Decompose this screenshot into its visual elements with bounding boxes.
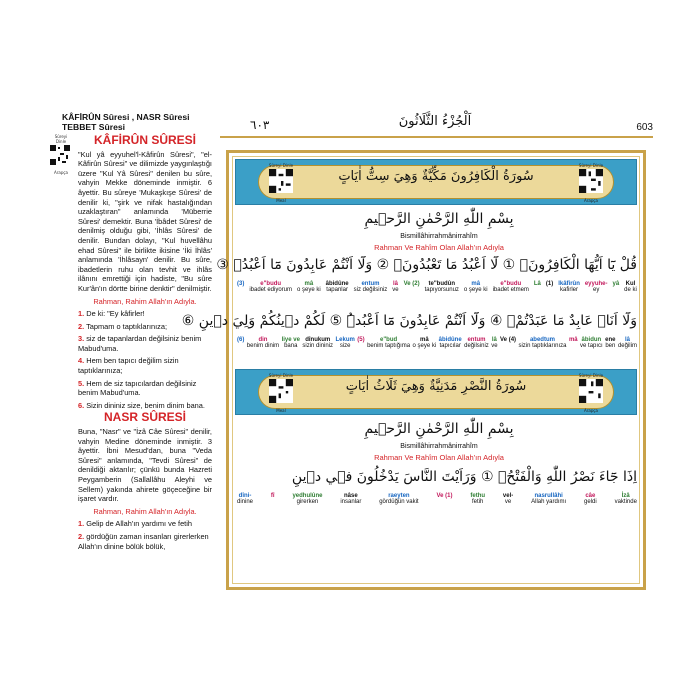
- word-transliteration: entum: [361, 281, 380, 287]
- word-transliteration: nâse: [343, 493, 358, 499]
- qr-code-icon: [50, 145, 70, 165]
- word-transliteration: mâ: [420, 337, 429, 343]
- ayah-line-3: اِذَا جَٓاءَ نَصْرُ اللّٰهِ وَالْفَتْحُۙ ① وَرَاَيْتَ النَّاسَ يَدْخُلُونَ ف۪ي د۪ينِ: [291, 469, 637, 485]
- qr-label: Sûreyi Dinle: [268, 163, 294, 168]
- word-meaning: benim taptığıma: [367, 343, 411, 349]
- word-transliteration: mâ: [568, 337, 578, 343]
- basmala-arabic: بِسْمِ اللّٰهِ الرَّحْمٰنِ الرَّح۪يمِ: [364, 421, 514, 437]
- word-meaning: dinine: [237, 499, 254, 505]
- word-transliteration: abedtum: [529, 337, 555, 343]
- qr-arabic[interactable]: [576, 163, 606, 203]
- word-transliteration: (1): [545, 281, 554, 287]
- qr-label: Sûreyi Dinle: [268, 373, 294, 378]
- word-by-word-line-2: [237, 337, 637, 349]
- qr-top-label: Sûreyi Dinle: [54, 134, 68, 144]
- ayah-line-2: وَلَٓا اَنَا۬ عَابِدٌ مَا عَبَدْتُمْۙ ④ وَلَٓا اَنْتُمْ عَابِدُونَ مَٓا اَعْبُدُۜ ⑤ لَكُمْ د۪ينُكُمْ وَلِيَ د۪ينِ ⑥: [181, 313, 637, 329]
- word-transliteration: İzâ: [621, 493, 630, 499]
- verse-item: 4. Hem ben tapıcı değilim sizin taptıklarınıza;: [78, 356, 179, 376]
- word-transliteration: Ve (2): [403, 281, 420, 287]
- word-meaning: kafirler: [560, 287, 579, 293]
- word-transliteration: nasrullâhi: [534, 493, 563, 499]
- word-transliteration: eyyuhe-: [584, 281, 608, 287]
- word-meaning: ve: [504, 499, 512, 505]
- word-transliteration: (6): [237, 337, 245, 343]
- word-gloss: [464, 337, 489, 349]
- word-gloss: [439, 337, 462, 349]
- word-transliteration: liye ve: [281, 337, 300, 343]
- basmala-translit: Bismillâhirrahmânirrahîm: [400, 443, 478, 450]
- kafirun-title: KÂFİRÛN SÛRESİ: [93, 133, 196, 147]
- verse-item: 2. Tapmam o taptıklarınıza;: [78, 321, 168, 331]
- verse-item: 5. Hem de siz tapıcılardan değilsiniz benim Mabud'uma.: [78, 378, 197, 398]
- word-transliteration: te"budûn: [428, 281, 456, 287]
- word-meaning: o şeye ki: [296, 287, 321, 293]
- qr-meal[interactable]: [266, 373, 296, 413]
- word-meaning: ibadet ediyorum: [249, 287, 293, 293]
- word-transliteration: dîni-: [238, 493, 252, 499]
- word-meaning: vaktinde: [614, 499, 637, 505]
- qr-code-icon: [579, 169, 603, 193]
- word-gloss: [491, 337, 497, 349]
- word-meaning: bana: [284, 343, 298, 349]
- word-gloss: [357, 337, 364, 343]
- nasr-basmala: Rahman, Rahim Allah'ın Adıyla.: [93, 506, 197, 516]
- verse-item: 2. gördüğün zaman insanları girerlerken Allah'ın dinine bölük bölük,: [78, 531, 209, 551]
- word-meaning: değilsiniz: [464, 343, 489, 349]
- qr-label: Sûreyi Dinle: [578, 163, 604, 168]
- word-transliteration: lâ: [491, 337, 497, 343]
- word-transliteration: Ve (1): [436, 493, 453, 499]
- basmala-turkish: Rahman Ve Rahîm Olan Allah'ın Adıyla: [374, 453, 504, 462]
- word-transliteration: Lekum: [335, 337, 355, 343]
- quran-frame: [181, 150, 646, 590]
- verse-item: 1. Gelip de Allah'ın yardımı ve fetih: [78, 519, 192, 529]
- word-gloss: [367, 337, 410, 349]
- qr-arabic[interactable]: [576, 373, 606, 413]
- word-meaning: size: [339, 343, 351, 349]
- word-transliteration: din: [258, 337, 268, 343]
- word-meaning: gördüğün vakit: [379, 499, 419, 505]
- word-gloss: [580, 337, 603, 349]
- word-gloss: [569, 337, 578, 343]
- ayah-line-1: قُلْ يَٓا اَيُّهَا الْكَافِرُونَۙ ① لَٓا اَعْبُدُ مَا تَعْبُدُونَۙ ② وَلَٓا اَنْتُمْ عَابِدُونَ مَٓا اَعْبُدُۚ ③: [216, 257, 637, 273]
- surah-banner-nasr: [235, 369, 637, 415]
- word-transliteration: entum: [467, 337, 486, 343]
- word-transliteration: vel-: [502, 493, 514, 499]
- word-transliteration: Kul: [625, 281, 636, 287]
- word-gloss: [615, 493, 637, 505]
- word-gloss: [237, 281, 244, 287]
- word-meaning: siz değilsiniz: [353, 287, 388, 293]
- word-meaning: geldi: [584, 499, 597, 505]
- word-meaning: tapıyorsunuz: [424, 287, 459, 293]
- word-meaning: tapıcılar: [439, 343, 461, 349]
- surah-banner-title: سُورَةُ الْكَافِرُونَ مَكِّيَّةٌ وَهِيَ سِتُّ اٰيَاتٍ: [338, 169, 534, 184]
- word-transliteration: mâ: [471, 281, 481, 287]
- qr-label: Arapça: [583, 198, 599, 203]
- word-meaning: ve: [392, 287, 399, 293]
- word-gloss: [425, 281, 459, 293]
- word-transliteration: lâ: [624, 337, 630, 343]
- word-gloss: [493, 281, 529, 293]
- qr-code-icon: [579, 379, 603, 403]
- word-gloss: [546, 281, 553, 287]
- word-gloss: [624, 281, 637, 293]
- word-gloss: [518, 337, 566, 349]
- surah-banner-title: سُورَةُ النَّصْرِ مَدَنِيَّةٌ وَهِيَ ثَلَاثُ اٰيَاتٍ: [345, 379, 527, 394]
- juz-title: اَلْجُزْءُ الثَّلَاثُونَ: [398, 114, 472, 129]
- word-meaning: değilim: [617, 343, 637, 349]
- word-transliteration: e"budu: [260, 281, 282, 287]
- word-gloss: [249, 281, 292, 293]
- word-gloss: [464, 281, 488, 293]
- word-gloss: [585, 281, 608, 293]
- word-gloss: [618, 337, 637, 349]
- word-gloss: [354, 281, 388, 293]
- word-transliteration: (3): [237, 281, 245, 287]
- word-meaning: ve tapıcı: [580, 343, 603, 349]
- word-meaning: ve: [491, 343, 498, 349]
- word-transliteration: mâ: [304, 281, 314, 287]
- word-gloss: [413, 337, 437, 349]
- word-gloss: [500, 337, 516, 343]
- word-gloss: [271, 493, 275, 499]
- word-meaning: benim dinim: [246, 343, 280, 349]
- qr-code-icon: [269, 379, 293, 403]
- word-transliteration: yedhulûne: [292, 493, 323, 499]
- word-meaning: ibadet etmem: [492, 287, 529, 293]
- word-transliteration: ene: [605, 337, 616, 343]
- word-gloss: [470, 493, 485, 505]
- word-transliteration: lâ: [392, 281, 398, 287]
- nasr-title: NASR SÛRESİ: [103, 410, 186, 425]
- kafirun-intro: "Kul yâ eyyuhel'l-Kâfirûn Sûresi", "el-Kâfirûn Sûresi" ve dilimizde yaygınlaştığı üzere "Kul Yâ Sûresi" denilen bu sûre, vahyin Mekke döneminde inmiştir. 6 âyettir. Bu sûreye 'Mukaşkışe Sûresi' de denilir ki, "şirk ve nifak hastalığından uzaklaştıran" anlamında 'Müberrie Sûresi' demektir. Buna 'İbâdet Sûresi' de denilmiş olduğu gibi, 'İhlâs Sûresi' de denilir. Bundan dolayı, "Kul huvellâhu ehad Sûresi" ile birlikte ikisine 'İki İhlâs' anlamında 'İhlâsayn' denilir. Bu sûre, ibadetlerin ruhu olan tevhit ve ihlâs ilânını emrettiği için hadiste, "Bu sûre Kur'ân'ın dörtte birine denktir" denilmiştir.: [78, 149, 212, 293]
- word-meaning: sizin dininiz: [302, 343, 334, 349]
- banner-inner: [258, 375, 614, 409]
- word-gloss: [531, 493, 566, 505]
- word-gloss: [584, 493, 597, 505]
- word-gloss: [503, 493, 513, 505]
- word-transliteration: Ve (4): [500, 337, 517, 343]
- basmala-arabic: بِسْمِ اللّٰهِ الرَّحْمٰنِ الرَّح۪يمِ: [364, 211, 514, 227]
- word-gloss: [605, 337, 615, 349]
- header-divider: [220, 136, 653, 138]
- qr-label: Meal: [276, 408, 286, 413]
- basmala-turkish: Rahman Ve Rahîm Olan Allah'ın Adıyla: [374, 243, 504, 252]
- word-gloss: [392, 281, 398, 293]
- word-gloss: [237, 493, 253, 505]
- left-qr-code[interactable]: [50, 134, 72, 175]
- word-gloss: [292, 493, 322, 505]
- word-transliteration: yâ: [612, 281, 620, 287]
- verse-item: 1. De ki: "Ey kâfirler!: [78, 309, 145, 319]
- word-by-word-line-1: [237, 281, 637, 293]
- word-transliteration: e"bud: [379, 337, 398, 343]
- word-transliteration: fî: [270, 493, 275, 499]
- nasr-intro: Buna, "Nasr" ve "İzâ Câe Sûresi" denilir, vahyin Medine döneminde inmiştir. 3 âyettir. İbni Mesud'dan, buna "Veda Sûresi" anlamında, "Tevdi Sûresi" de denildiği aktarılır; çünkü bunda Hazreti Peygamberin (Sallallâhu Aleyhi ve Sellem) yakında ahirete göçeceğine bir işaret vardır.: [78, 427, 212, 504]
- word-gloss: [340, 493, 361, 505]
- word-transliteration: raeyten: [388, 493, 410, 499]
- word-meaning: fetih: [472, 499, 484, 505]
- meal-text: [78, 134, 212, 554]
- word-gloss: [282, 337, 300, 349]
- word-meaning: tapanlar: [326, 287, 348, 293]
- arabic-page-number: ٦٠٣: [250, 118, 270, 132]
- qr-bottom-label: Arapça: [53, 170, 69, 175]
- qr-meal[interactable]: [266, 163, 296, 203]
- word-transliteration: (5): [357, 337, 365, 343]
- header-surah-list: KÂFİRÛN Sûresi , NASR Sûresi TEBBET Sûresi: [62, 112, 190, 132]
- page-number: 603: [636, 122, 653, 133]
- verse-item: 6. Sizin dininiz size, benim dinim bana.: [78, 400, 205, 410]
- word-meaning: ben: [605, 343, 616, 349]
- word-transliteration: e"budu: [500, 281, 522, 287]
- word-gloss: [612, 281, 619, 287]
- word-transliteration: lkâfirûn: [558, 281, 580, 287]
- word-gloss: [336, 337, 355, 349]
- book-page: [48, 112, 653, 592]
- word-transliteration: âbidûne: [438, 337, 462, 343]
- banner-inner: [258, 165, 614, 199]
- verse-item: 3. siz de tapanlardan değilsiniz benim Mabud'uma.: [78, 334, 202, 353]
- kafirun-basmala: Rahman, Rahim Allah'ın Adıyla.: [93, 296, 197, 306]
- word-meaning: o şeye ki: [463, 287, 488, 293]
- word-transliteration: Lâ: [533, 281, 541, 287]
- word-transliteration: fethu: [470, 493, 486, 499]
- qr-label: Meal: [276, 198, 286, 203]
- qr-label: Arapça: [583, 408, 599, 413]
- word-by-word-line-3: [237, 493, 637, 505]
- word-meaning: Allah yardımı: [531, 499, 567, 505]
- word-gloss: [379, 493, 418, 505]
- left-meal-column: [48, 112, 213, 592]
- surah-banner-kafirun: [235, 159, 637, 205]
- word-meaning: sizin taptıklarınıza: [518, 343, 567, 349]
- word-gloss: [297, 281, 321, 293]
- word-gloss: [558, 281, 580, 293]
- word-transliteration: âbidun: [581, 337, 602, 343]
- word-meaning: o şeye ki: [412, 343, 437, 349]
- right-quran-column: [181, 112, 653, 592]
- word-gloss: [534, 281, 541, 287]
- word-transliteration: âbidûne: [325, 281, 349, 287]
- word-gloss: [436, 493, 452, 499]
- word-meaning: de ki: [624, 287, 637, 293]
- word-gloss: [237, 337, 244, 343]
- qr-code-icon: [269, 169, 293, 193]
- word-gloss: [247, 337, 279, 349]
- word-gloss: [404, 281, 420, 287]
- word-meaning: girerken: [296, 499, 319, 505]
- word-meaning: ey: [593, 287, 600, 293]
- word-gloss: [302, 337, 333, 349]
- word-gloss: [326, 281, 349, 293]
- word-meaning: insanlar: [340, 499, 362, 505]
- word-transliteration: dînukum: [305, 337, 331, 343]
- qr-label: Sûreyi Dinle: [578, 373, 604, 378]
- basmala-translit: Bismillâhirrahmânirrahîm: [400, 233, 478, 240]
- word-transliteration: câe: [585, 493, 596, 499]
